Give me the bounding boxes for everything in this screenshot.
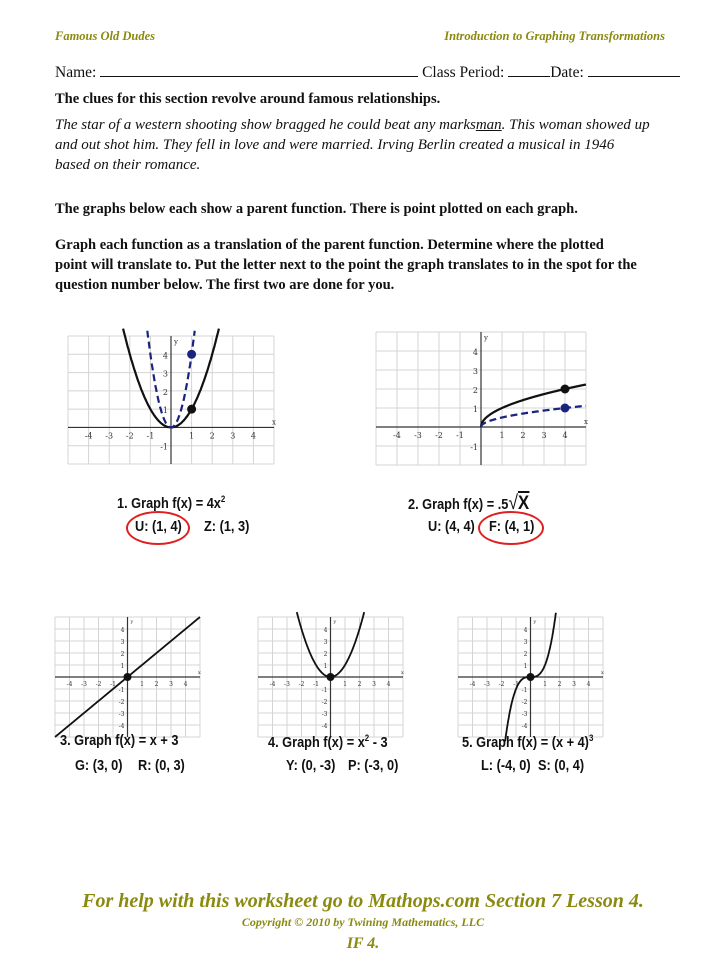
x-tick-label: -4 — [393, 431, 401, 440]
date-label: Date: — [550, 64, 584, 81]
story-text: The star of a western shooting show bragged he could beat any marks — [55, 117, 476, 133]
problem-2-caption: 2. Graph f(x) = .5√X — [408, 492, 530, 514]
y-tick-label: -1 — [470, 443, 478, 452]
plotted-point — [187, 350, 196, 359]
x-tick-label: -4 — [66, 681, 73, 688]
y-tick-label: 4 — [162, 351, 168, 361]
intro-text: The clues for this section revolve around famous relationships. — [55, 91, 441, 107]
x-axis-label: x — [584, 418, 588, 426]
name-row — [55, 62, 680, 82]
x-axis-label: x — [198, 670, 201, 676]
plotted-point — [561, 404, 570, 413]
story-line-1 — [55, 117, 650, 134]
header-right: Introduction to Graphing Transformations — [444, 29, 665, 43]
function-curve — [481, 385, 586, 428]
y-tick-label: -3 — [321, 711, 328, 718]
y-tick-label: 1 — [120, 663, 125, 670]
y-tick-label: 3 — [523, 639, 528, 646]
problem-1-option-z[interactable]: Z: (1, 3) — [204, 519, 250, 535]
y-tick-label: -2 — [521, 699, 528, 706]
x-tick-label: -3 — [414, 431, 422, 440]
x-tick-label: -1 — [456, 431, 464, 440]
date-blank[interactable] — [588, 62, 680, 77]
y-tick-label: 2 — [120, 651, 125, 658]
problem-5-caption: 5. Graph $f(x) = (x + 4)^3$ — [462, 733, 594, 751]
x-tick-label: -3 — [105, 431, 114, 441]
y-tick-label: 1 — [162, 406, 168, 416]
y-axis-label: y — [533, 619, 537, 625]
x-tick-label: -4 — [84, 431, 93, 441]
function-curve — [481, 406, 586, 427]
problem-3-caption: 3. Graph f(x) = x + 3 — [60, 733, 179, 749]
x-tick-label: -3 — [484, 681, 490, 688]
y-tick-label: 2 — [472, 386, 478, 395]
y-axis-label: y — [333, 619, 337, 625]
problem-4-option-p[interactable]: P: (-3, 0) — [348, 758, 399, 774]
problem-1-option-u[interactable]: U: (1, 4) — [135, 519, 182, 535]
y-tick-label: 3 — [120, 639, 125, 646]
y-tick-label: 3 — [323, 639, 328, 646]
plotted-point — [561, 385, 570, 394]
y-tick-label: -1 — [160, 442, 168, 452]
graph-5 — [458, 617, 603, 737]
y-tick-label: 4 — [472, 348, 478, 357]
instructions-1: The graphs below each show a parent function. There is point plotted on each graph. — [55, 201, 578, 217]
y-tick-label: -2 — [321, 699, 328, 706]
x-tick-label: 2 — [357, 681, 362, 688]
x-tick-label: -1 — [146, 431, 155, 441]
problem-5-option-l[interactable]: L: (-4, 0) — [481, 758, 531, 774]
x-tick-label: 2 — [557, 681, 562, 688]
x-tick-label: 1 — [543, 681, 547, 688]
x-tick-label: 3 — [572, 681, 576, 688]
y-axis-label: y — [174, 338, 178, 346]
y-tick-label: -2 — [118, 699, 125, 706]
x-axis-label: x — [272, 418, 276, 427]
instructions-2-line: point will translate to. Put the letter next to the point the graph translates to in the spot for the — [55, 257, 637, 273]
x-tick-label: -4 — [469, 681, 476, 688]
problem-3-option-g[interactable]: G: (3, 0) — [75, 758, 123, 774]
x-tick-label: 1 — [189, 431, 195, 441]
answer-circle — [126, 511, 190, 545]
x-tick-label: 2 — [520, 431, 526, 440]
story-underlined: man — [475, 117, 502, 133]
y-axis-label: y — [484, 334, 488, 342]
y-tick-label: -1 — [321, 687, 328, 694]
story-line-2: and out shot him. They fell in love and were married. Irving Berlin created a musical in 1946 — [55, 137, 615, 153]
story-text: . This woman showed up — [501, 117, 650, 133]
x-tick-label: -1 — [313, 681, 319, 688]
graph-2 — [376, 332, 586, 465]
y-tick-label: 1 — [523, 663, 528, 670]
y-tick-label: 3 — [472, 367, 478, 376]
problem-3-option-r[interactable]: R: (0, 3) — [138, 758, 185, 774]
problem-4-option-y[interactable]: Y: (0, -3) — [286, 758, 336, 774]
y-tick-label: -1 — [521, 687, 528, 694]
y-tick-label: -1 — [118, 687, 125, 694]
plotted-point — [327, 673, 335, 681]
x-tick-label: 4 — [183, 681, 188, 688]
problem-2-option-f[interactable]: F: (4, 1) — [489, 519, 535, 535]
x-tick-label: -2 — [435, 431, 443, 440]
answer-circle — [478, 511, 544, 545]
x-tick-label: -3 — [81, 681, 87, 688]
y-tick-label: 3 — [162, 369, 168, 379]
x-tick-label: -2 — [95, 681, 102, 688]
graph-3 — [55, 617, 200, 737]
x-tick-label: 4 — [250, 431, 256, 441]
plotted-point — [527, 673, 535, 681]
y-tick-label: -3 — [118, 711, 125, 718]
x-tick-label: -4 — [269, 681, 276, 688]
y-tick-label: -4 — [118, 723, 125, 730]
x-tick-label: -1 — [513, 681, 519, 688]
x-tick-label: 3 — [372, 681, 376, 688]
header-left: Famous Old Dudes — [55, 29, 156, 43]
x-tick-label: 4 — [562, 431, 568, 440]
x-tick-label: -2 — [298, 681, 305, 688]
y-tick-label: 1 — [472, 405, 478, 414]
x-tick-label: 3 — [541, 431, 547, 440]
class-period-label: Class Period: — [422, 64, 505, 81]
x-tick-label: 2 — [154, 681, 159, 688]
y-tick-label: -4 — [521, 723, 528, 730]
problem-4-caption: 4. Graph $f(x) = x^2 - 3$ — [268, 733, 388, 751]
x-tick-label: 2 — [209, 431, 215, 441]
footer-help: For help with this worksheet go to Mathops.com Section 7 Lesson 4. — [82, 890, 644, 912]
x-tick-label: -2 — [498, 681, 505, 688]
class-period-blank[interactable] — [508, 62, 550, 77]
y-tick-label: 1 — [323, 663, 328, 670]
problem-1-caption: 1. Graph $f(x) = 4x^2$ — [117, 494, 226, 512]
name-blank[interactable] — [100, 62, 418, 77]
story-line-3: based on their romance. — [55, 157, 201, 173]
name-label: Name: — [55, 64, 97, 81]
graph-1 — [68, 336, 274, 464]
x-tick-label: 3 — [169, 681, 173, 688]
footer-code: IF 4. — [346, 935, 380, 952]
footer-copyright: Copyright © 2010 by Twining Mathematics, LLC — [241, 915, 485, 929]
y-tick-label: -4 — [321, 723, 328, 730]
y-axis-label: y — [130, 619, 134, 625]
x-tick-label: 4 — [386, 681, 391, 688]
plotted-point — [124, 673, 132, 681]
x-tick-label: 4 — [586, 681, 591, 688]
problem-5-option-s[interactable]: S: (0, 4) — [538, 758, 585, 774]
graph-4 — [258, 617, 403, 737]
problem-2-option-u[interactable]: U: (4, 4) — [428, 519, 475, 535]
x-tick-label: -1 — [110, 681, 116, 688]
y-tick-label: 2 — [162, 387, 168, 397]
y-tick-label: 4 — [323, 627, 328, 634]
instructions-2-line: question number below. The first two are done for you. — [55, 277, 395, 293]
y-tick-label: 2 — [523, 651, 528, 658]
instructions-2-line: Graph each function as a translation of the parent function. Determine where the plotted — [55, 237, 604, 253]
x-axis-label: x — [401, 670, 404, 676]
x-axis-label: x — [601, 670, 604, 676]
x-tick-label: -3 — [284, 681, 290, 688]
x-tick-label: 1 — [499, 431, 505, 440]
y-tick-label: -3 — [521, 711, 528, 718]
x-tick-label: 1 — [140, 681, 144, 688]
x-tick-label: -2 — [125, 431, 134, 441]
x-tick-label: 3 — [230, 431, 236, 441]
y-tick-label: 4 — [120, 627, 125, 634]
x-tick-label: 1 — [343, 681, 347, 688]
y-tick-label: 4 — [523, 627, 528, 634]
plotted-point — [187, 405, 196, 414]
y-tick-label: 2 — [323, 651, 328, 658]
